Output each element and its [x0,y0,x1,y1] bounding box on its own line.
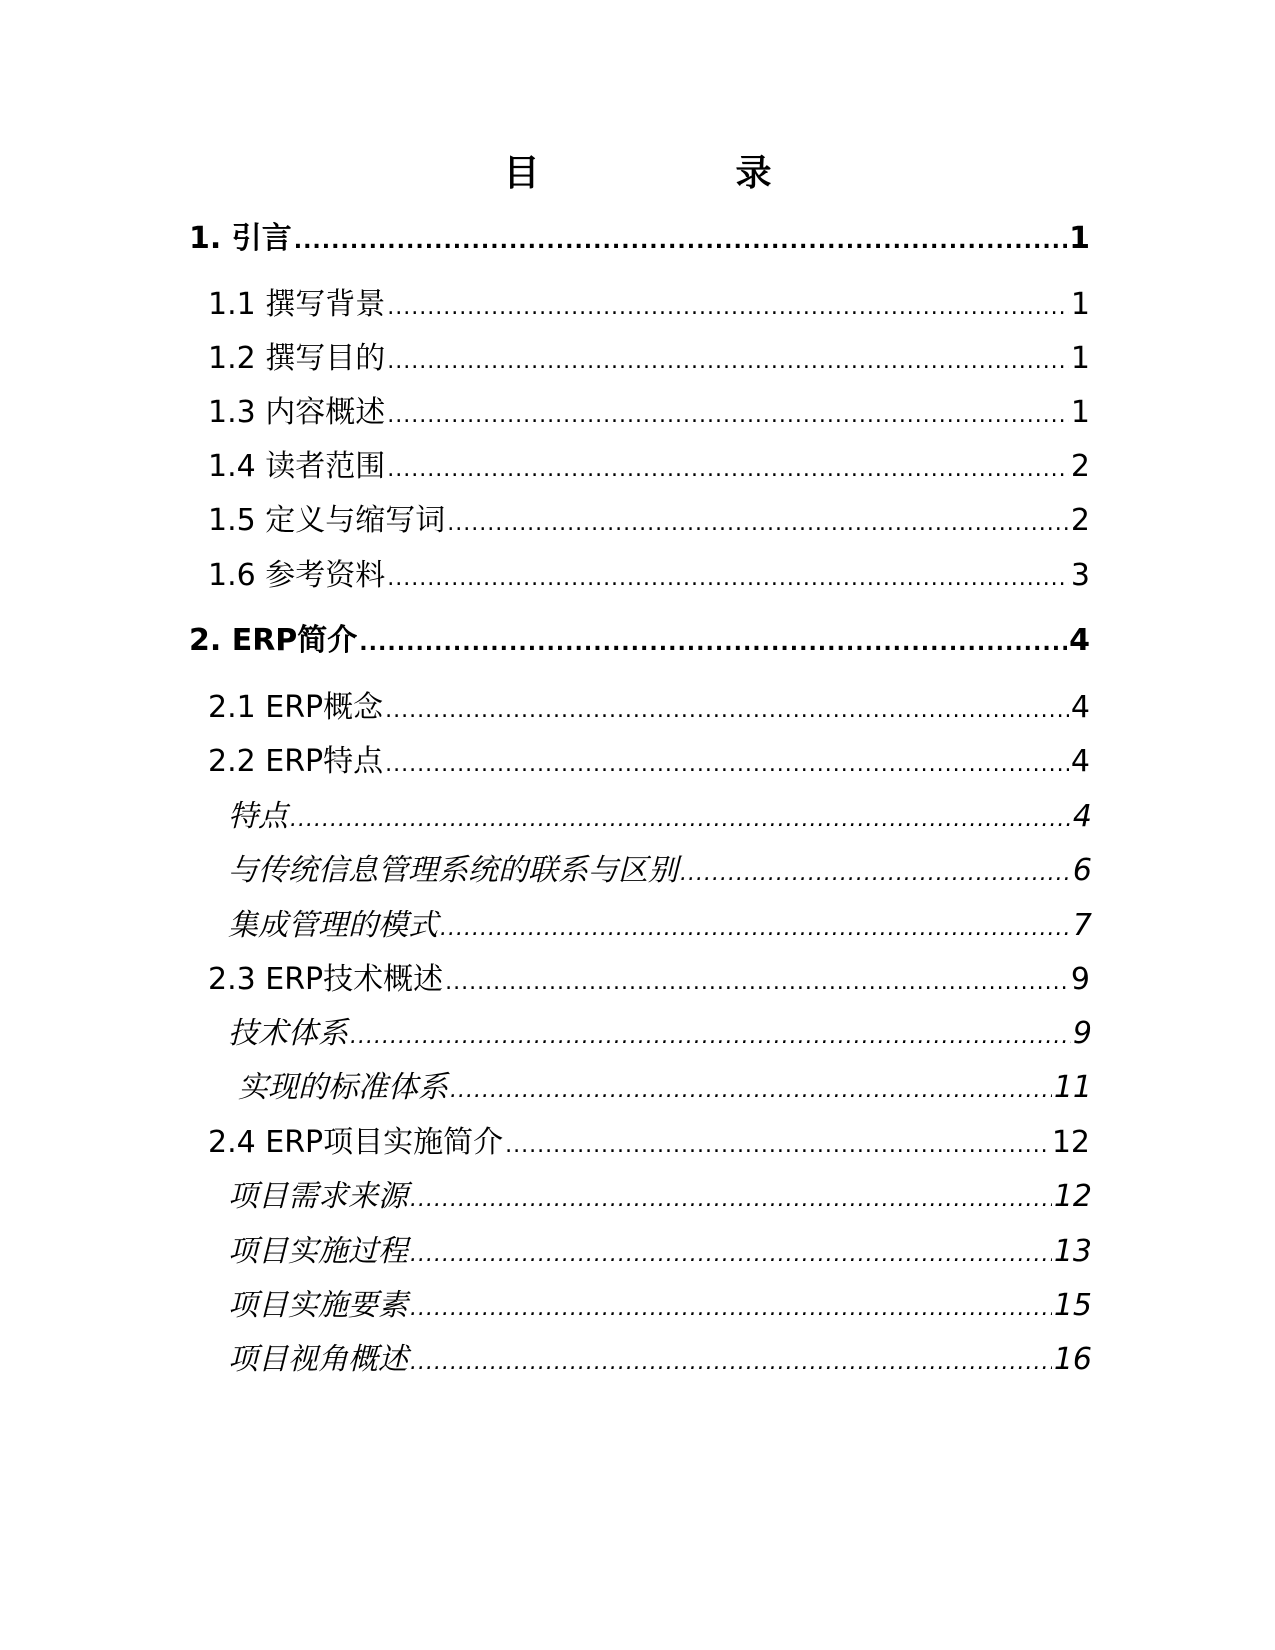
toc-leader [450,1068,1052,1111]
toc-leader [387,339,1069,382]
toc-entry-1-2[interactable] [208,336,1090,382]
toc-entry-text: 特点 [228,799,288,834]
toc-entry-page: 2 [1070,449,1090,484]
toc-entry-text: 1.3 内容概述 [208,395,386,430]
toc-entry-page: 1 [1069,221,1090,256]
toc-entry-page: 4 [1070,690,1090,725]
toc-entry-page: 6 [1072,853,1092,888]
toc-entry-page: 1 [1070,341,1090,376]
toc-entry-text: 1.2 撰写目的 [208,341,386,376]
toc-entry-page: 7 [1072,908,1092,943]
toc-entry-2-4-b[interactable] [228,1229,1092,1275]
toc-entry-text: 2.3 ERP技术概述 [208,962,444,997]
toc-entry-2-2-b[interactable] [228,848,1092,894]
toc-entry-page: 11 [1053,1070,1092,1105]
toc-entry-2-4[interactable] [208,1120,1090,1166]
toc-entry-2-2-a[interactable] [228,794,1092,840]
toc-leader [385,688,1069,731]
toc-leader [350,1014,1071,1057]
toc-entry-1-4[interactable] [208,444,1090,490]
toc-entry-2-4-c[interactable] [228,1283,1092,1329]
toc-entry-text: 项目实施过程 [228,1234,408,1269]
toc-entry-page: 4 [1072,799,1092,834]
toc-entry-1-6[interactable] [208,553,1090,599]
toc-entry-page: 1 [1070,395,1090,430]
toc-leader [410,1232,1052,1275]
toc-leader [359,621,1067,664]
toc-entry-text: 2. ERP简介 [189,623,358,658]
toc-leader [447,501,1069,544]
toc-entry-2-2[interactable] [208,739,1090,785]
toc-entry-1[interactable] [189,216,1090,262]
toc-entry-text: 集成管理的模式 [228,908,438,943]
toc-entry-text: 项目视角概述 [228,1342,408,1377]
toc-entry-page: 15 [1053,1288,1092,1323]
toc-leader [410,1286,1052,1329]
toc-entry-page: 4 [1070,744,1090,779]
toc-entry-2-4-a[interactable] [228,1174,1092,1220]
toc-entry-page: 12 [1051,1125,1090,1160]
toc-leader [505,1123,1050,1166]
toc-entry-2[interactable] [189,618,1090,664]
toc-leader [410,1340,1052,1383]
toc-entry-text: 实现的标准体系 [238,1070,448,1105]
toc-entry-text: 2.2 ERP特点 [208,744,384,779]
toc-entry-text: 2.1 ERP概念 [208,690,384,725]
toc-leader [445,960,1069,1003]
toc-entry-text: 1. 引言 [189,221,292,256]
toc-entry-2-3[interactable] [208,957,1090,1003]
toc-entry-1-3[interactable] [208,390,1090,436]
toc-entry-2-1[interactable] [208,685,1090,731]
toc-entry-text: 1.4 读者范围 [208,449,386,484]
toc-entry-page: 1 [1070,287,1090,322]
toc-leader [387,393,1069,436]
toc-entry-page: 13 [1053,1234,1092,1269]
toc-entry-text: 项目需求来源 [228,1179,408,1214]
toc-entry-page: 16 [1053,1342,1092,1377]
toc-entry-page: 9 [1070,962,1090,997]
toc-entry-page: 3 [1070,558,1090,593]
toc-entry-text: 1.6 参考资料 [208,558,386,593]
toc-leader [387,556,1069,599]
toc-entry-1-5[interactable] [208,498,1090,544]
toc-entry-2-4-d[interactable] [228,1337,1092,1383]
toc-leader [440,906,1071,949]
toc-leader [294,219,1067,262]
toc-entry-text: 与传统信息管理系统的联系与区别 [228,853,678,888]
toc-leader [290,797,1071,840]
toc-entry-text: 1.5 定义与缩写词 [208,503,446,538]
toc-entry-2-3-a[interactable] [228,1011,1092,1057]
toc-entry-text: 技术体系 [228,1016,348,1051]
toc-entry-2-2-c[interactable] [228,903,1092,949]
toc-leader [410,1177,1052,1220]
toc-leader [387,447,1069,490]
toc-entry-page: 4 [1069,623,1090,658]
toc-entry-1-1[interactable] [208,282,1090,328]
toc-entry-text: 项目实施要素 [228,1288,408,1323]
toc-leader [680,851,1071,894]
toc-entry-text: 1.1 撰写背景 [208,287,386,322]
toc-leader [385,742,1069,785]
toc-title: 目 录 [503,153,852,194]
toc-entry-page: 12 [1053,1179,1092,1214]
toc-entry-2-3-b[interactable] [238,1065,1092,1111]
toc-entry-page: 2 [1070,503,1090,538]
toc-entry-page: 9 [1072,1016,1092,1051]
toc-entry-text: 2.4 ERP项目实施简介 [208,1125,504,1160]
toc-leader [387,285,1069,328]
